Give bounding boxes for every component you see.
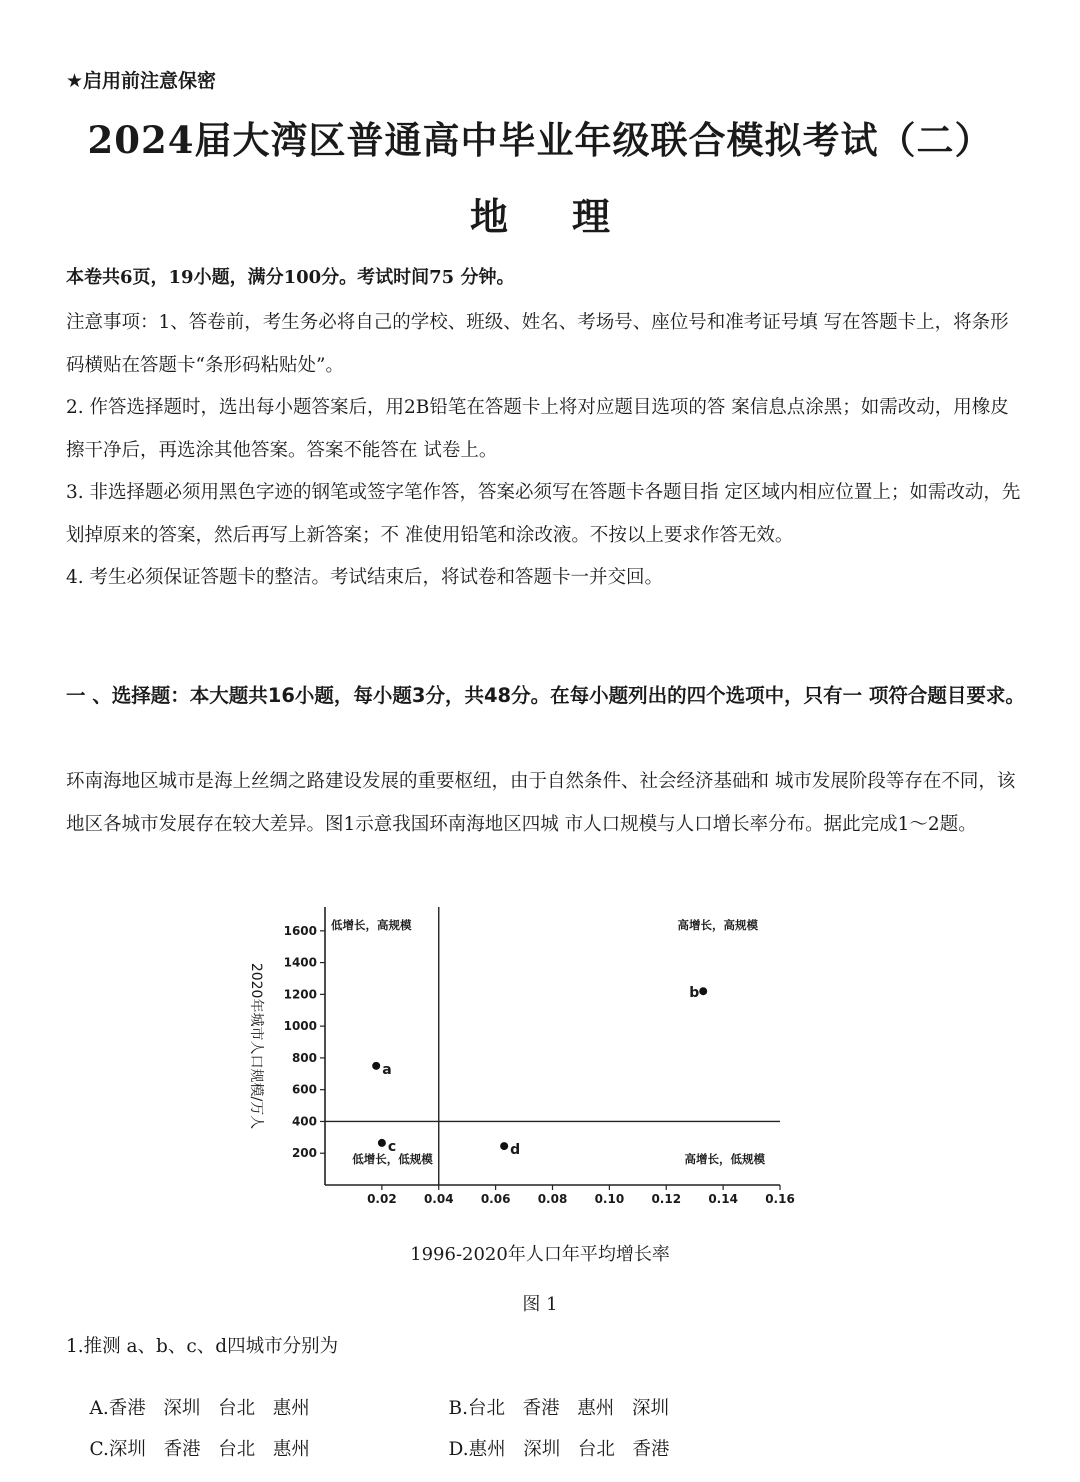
x-tick-label: 0.16 bbox=[765, 1192, 795, 1206]
x-tick-label: 0.08 bbox=[537, 1192, 568, 1206]
option-d[interactable] bbox=[425, 1414, 670, 1482]
section-heading: 一 、选择题：本大题共16小题，每小题3分，共48分。在每小题列出的四个选项中，只有一 项符合题目要求。 bbox=[66, 684, 1025, 707]
data-point-label-c: c bbox=[387, 1138, 397, 1155]
option-letter: B. bbox=[448, 1398, 469, 1419]
population-scatter-chart bbox=[230, 895, 820, 1220]
question-stem: 1.推测 a、b、c、d四城市分别为 bbox=[66, 1336, 339, 1357]
quadrant-label-bottom-right: 高增长，低规模 bbox=[684, 1152, 765, 1166]
option-letter: C. bbox=[89, 1439, 109, 1460]
instructions bbox=[66, 302, 1026, 600]
instruction-item: 注意事项：1、答卷前，考生务必将自己的学校、班级、姓名、考场号、座位号和准考证号填 写在答题卡上，将条形码横贴在答题卡“条形码粘贴处”。 bbox=[66, 312, 1009, 376]
y-tick-label: 1200 bbox=[283, 987, 317, 1002]
question-intro: 环南海地区城市是海上丝绸之路建设发展的重要枢纽，由于自然条件、社会经济基础和 城市发展阶段等存在不同，该地区各城市发展存在较大差异。图1示意我国环南海地区四城 市人口规模与人口增长率分布。据此完成1～2题。 bbox=[66, 771, 1016, 835]
data-point-label-b: b bbox=[689, 985, 700, 1002]
x-axis-title: 1996-2020年人口年平均增长率 bbox=[410, 1244, 670, 1265]
y-tick-label: 1000 bbox=[283, 1019, 317, 1034]
y-axis-title: 2020年城市人口规模/万人 bbox=[248, 962, 264, 1130]
option-text: 深圳 香港 台北 惠州 bbox=[108, 1439, 310, 1460]
option-text: 台北 香港 惠州 深圳 bbox=[468, 1398, 669, 1419]
option-text: 惠州 深圳 台北 香港 bbox=[468, 1439, 670, 1460]
data-point-d bbox=[500, 1142, 508, 1150]
x-tick-label: 0.04 bbox=[423, 1192, 454, 1206]
option-text: 香港 深圳 台北 惠州 bbox=[108, 1398, 310, 1419]
data-point-a bbox=[372, 1062, 380, 1070]
subject-title: 地理 bbox=[469, 194, 674, 239]
instruction-item: 3. 非选择题必须用黑色字迹的钢笔或签字笔作答，答案必须写在答题卡各题目指 定区域内相应位置上；如需改动，先划掉原来的答案，然后再写上新答案；不 准使用铅笔和涂改液。不按以上要求作答无效。 bbox=[66, 482, 1021, 546]
exam-title: 2024届大湾区普通高中毕业年级联合模拟考试（二） bbox=[87, 118, 993, 162]
data-point-b bbox=[699, 987, 707, 995]
data-point-c bbox=[378, 1139, 386, 1147]
x-tick-label: 0.14 bbox=[708, 1192, 738, 1206]
x-tick-label: 0.10 bbox=[594, 1192, 625, 1206]
y-tick-label: 800 bbox=[291, 1050, 317, 1065]
data-point-label-d: d bbox=[510, 1142, 521, 1159]
option-letter: A. bbox=[89, 1398, 109, 1419]
x-tick-label: 0.06 bbox=[480, 1192, 511, 1206]
quadrant-label-top-left: 低增长，高规模 bbox=[331, 918, 412, 932]
y-tick-label: 600 bbox=[291, 1082, 317, 1097]
option-letter: D. bbox=[448, 1439, 469, 1460]
secret-mark: ★启用前注意保密 bbox=[66, 70, 217, 92]
x-tick-label: 0.12 bbox=[651, 1192, 682, 1206]
data-point-label-a: a bbox=[382, 1061, 392, 1078]
y-tick-label: 1600 bbox=[283, 923, 317, 938]
y-tick-label: 1400 bbox=[283, 955, 317, 970]
instruction-item: 4. 考生必须保证答题卡的整洁。考试结束后，将试卷和答题卡一并交回。 bbox=[66, 567, 664, 588]
paper-info: 本卷共6页，19小题，满分100分。考试时间75 分钟。 bbox=[66, 267, 515, 288]
quadrant-label-top-right: 高增长，高规模 bbox=[677, 918, 758, 932]
y-tick-label: 200 bbox=[291, 1146, 317, 1161]
x-tick-label: 0.02 bbox=[367, 1192, 397, 1206]
y-tick-label: 400 bbox=[291, 1114, 317, 1129]
option-c[interactable] bbox=[66, 1414, 310, 1482]
quadrant-label-bottom-left: 低增长，低规模 bbox=[352, 1152, 433, 1166]
figure-caption: 图 1 bbox=[522, 1294, 558, 1315]
instruction-item: 2. 作答选择题时，选出每小题答案后，用2B铅笔在答题卡上将对应题目选项的答 案信息点涂黑；如需改动，用橡皮擦干净后，再选涂其他答案。答案不能答在 试卷上。 bbox=[66, 397, 1009, 461]
